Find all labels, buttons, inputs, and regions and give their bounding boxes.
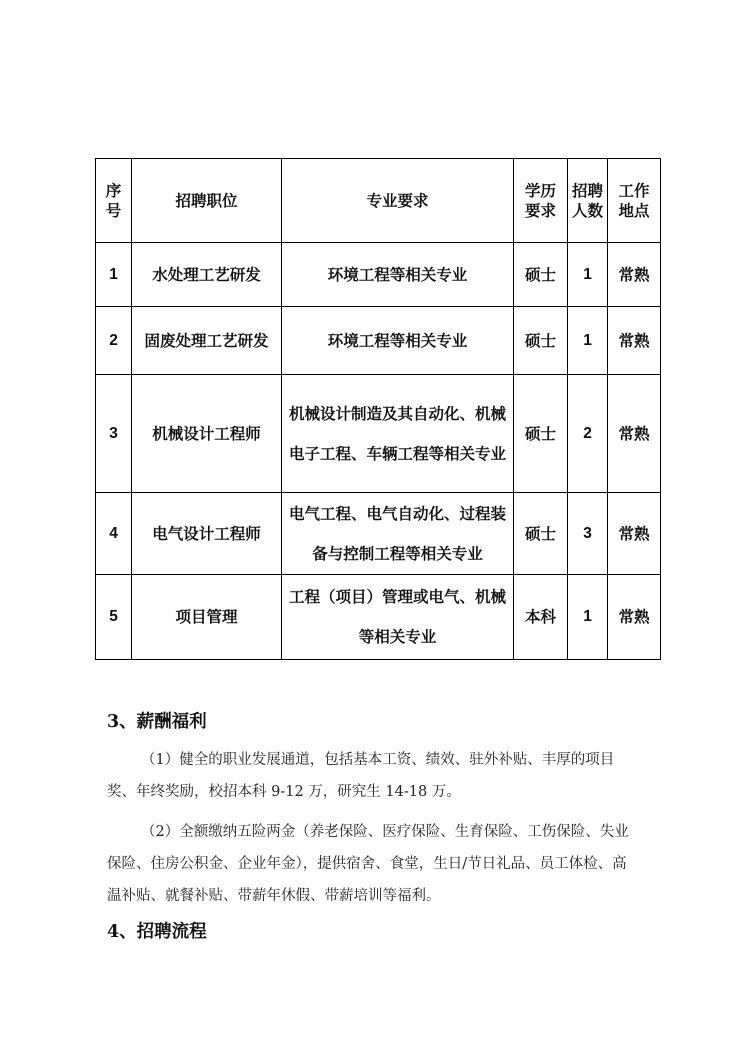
header-seq: 序 号	[96, 159, 132, 243]
cell-position: 水处理工艺研发	[132, 243, 282, 307]
table-row	[96, 375, 661, 493]
cell-position: 项目管理	[132, 575, 282, 660]
table-row	[96, 243, 661, 307]
cell-position: 固废处理工艺研发	[132, 307, 282, 375]
cell-major: 环境工程等相关专业	[282, 307, 514, 375]
table-header-row	[96, 159, 661, 243]
cell-major: 工程（项目）管理或电气、机械等相关专业	[282, 575, 514, 660]
table-row	[96, 575, 661, 660]
cell-seq: 5	[96, 575, 132, 660]
header-major: 专业要求	[282, 159, 514, 243]
recruitment-table	[95, 158, 661, 660]
cell-count: 1	[568, 575, 608, 660]
cell-major: 环境工程等相关专业	[282, 243, 514, 307]
header-degree: 学历 要求	[514, 159, 568, 243]
section-3-heading: 3、薪酬福利	[107, 712, 207, 732]
cell-position: 机械设计工程师	[132, 375, 282, 493]
cell-location: 常熟	[608, 243, 661, 307]
cell-degree: 本科	[514, 575, 568, 660]
cell-count: 2	[568, 375, 608, 493]
header-location: 工作 地点	[608, 159, 661, 243]
cell-degree: 硕士	[514, 493, 568, 575]
cell-major: 电气工程、电气自动化、过程装备与控制工程等相关专业	[282, 493, 514, 575]
cell-location: 常熟	[608, 375, 661, 493]
cell-seq: 1	[96, 243, 132, 307]
cell-count: 3	[568, 493, 608, 575]
table-row	[96, 307, 661, 375]
section-4-heading: 4、招聘流程	[107, 922, 207, 942]
cell-seq: 4	[96, 493, 132, 575]
table-row	[96, 493, 661, 575]
benefits-paragraph-2: （2）全额缴纳五险两金（养老保险、医疗保险、生育保险、工伤保险、失业保险、住房公积金、企业年金），提供宿舍、食堂，生日/节日礼品、员工体检、高温补贴、就餐补贴、带薪年休假、带薪培训等福利。	[107, 824, 629, 904]
header-count: 招聘 人数	[568, 159, 608, 243]
cell-degree: 硕士	[514, 307, 568, 375]
cell-seq: 2	[96, 307, 132, 375]
cell-position: 电气设计工程师	[132, 493, 282, 575]
cell-location: 常熟	[608, 307, 661, 375]
cell-degree: 硕士	[514, 375, 568, 493]
benefits-paragraph-1: （1）健全的职业发展通道，包括基本工资、绩效、驻外补贴、丰厚的项目奖、年终奖励，校招本科 9-12 万，研究生 14-18 万。	[107, 752, 615, 800]
cell-degree: 硕士	[514, 243, 568, 307]
cell-major: 机械设计制造及其自动化、机械电子工程、车辆工程等相关专业	[282, 375, 514, 493]
cell-location: 常熟	[608, 575, 661, 660]
cell-count: 1	[568, 243, 608, 307]
cell-count: 1	[568, 307, 608, 375]
cell-seq: 3	[96, 375, 132, 493]
cell-location: 常熟	[608, 493, 661, 575]
header-position: 招聘职位	[132, 159, 282, 243]
